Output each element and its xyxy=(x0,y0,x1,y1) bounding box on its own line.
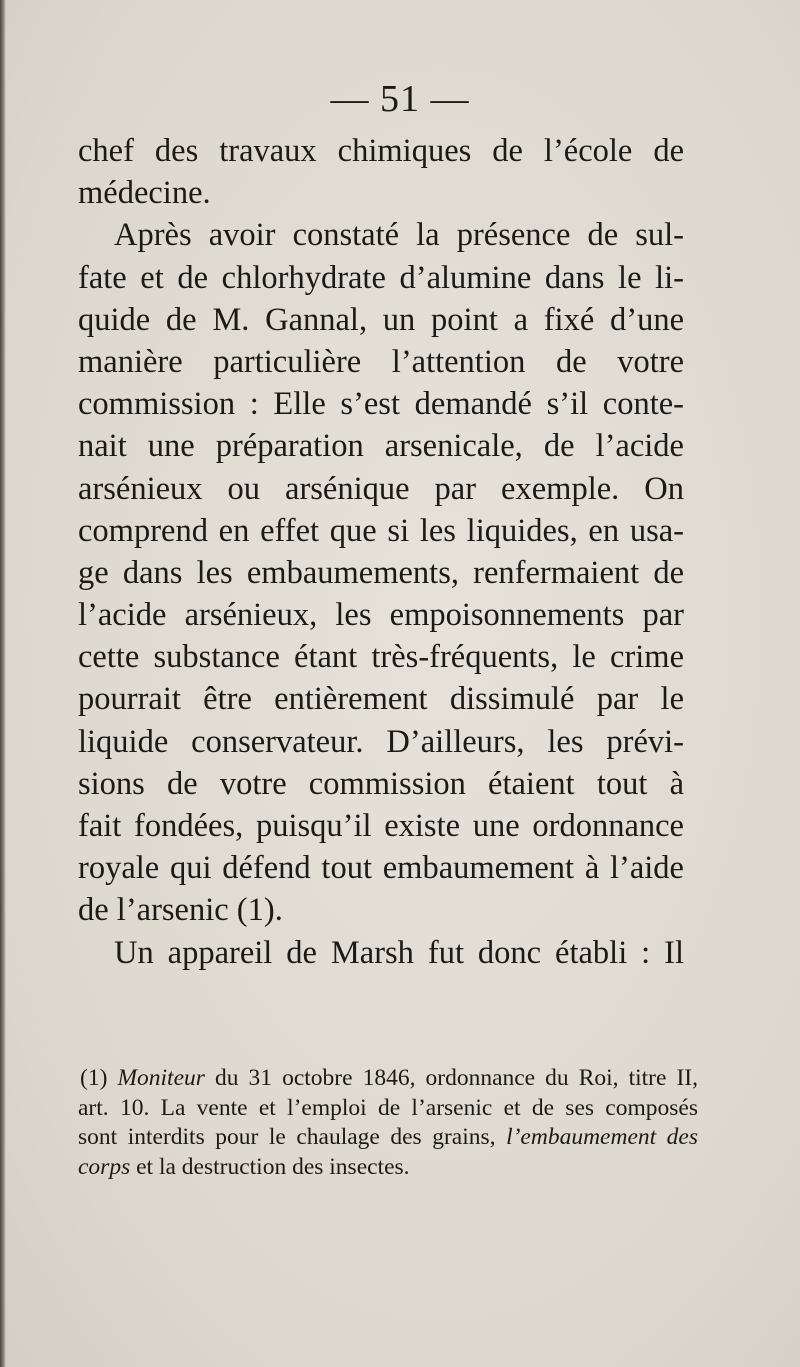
footnote-text: sont interdits pour le chaulage des grains, xyxy=(78,1124,507,1151)
text-line: chef des travaux chimiques de l’école de xyxy=(78,133,684,169)
text-line: fait fondées, puisqu’il existe une ordonnance xyxy=(78,808,684,844)
footnote-line: art. 10. La vente et l’emploi de l’arsenic et de ses composés xyxy=(78,1094,698,1121)
page-binding-edge xyxy=(0,0,6,1367)
footnote-text: et la destruction des insectes. xyxy=(130,1153,410,1180)
text-line: pourrait être entièrement dissimulé par le xyxy=(78,681,684,718)
text-line: quide de M. Gannal, un point a fixé d’une xyxy=(78,301,684,338)
text-line: manière particulière l’attention de votre xyxy=(78,343,684,380)
footnote-italic-text: l’embaumement des xyxy=(506,1124,699,1151)
text-line: cette substance étant très-fréquents, le crime xyxy=(78,639,684,676)
text-line: commission : Elle s’est demandé s’il conte- xyxy=(78,386,684,423)
footnote-text: du 31 octobre 1846, ordonnance du Roi, titre II, xyxy=(204,1065,698,1091)
text-line: arsénieux ou arsénique par exemple. On xyxy=(78,470,684,507)
footnote-italic-text: corps xyxy=(78,1153,131,1180)
text-line: liquide conservateur. D’ailleurs, les prévi- xyxy=(78,723,684,760)
text-line: fate et de chlorhydrate d’alumine dans le li- xyxy=(78,259,684,296)
page-number: — 51 — xyxy=(330,78,470,120)
text-line: sions de votre commission étaient tout à xyxy=(78,765,684,802)
footnote-marker: (1) xyxy=(80,1065,108,1091)
footnote-line xyxy=(78,1123,698,1153)
footnote-line xyxy=(78,1153,698,1183)
text-line: médecine. xyxy=(78,175,211,212)
text-line: Un appareil de Marsh fut donc établi : Il xyxy=(114,934,684,971)
text-line: nait une préparation arsenicale, de l’acide xyxy=(78,428,684,465)
footnote-source: Moniteur xyxy=(117,1065,205,1091)
text-line: l’acide arsénieux, les empoisonnements par xyxy=(78,597,684,634)
text-line: Après avoir constaté la présence de sul- xyxy=(114,217,684,254)
footnote-line xyxy=(78,1064,698,1094)
text-line: de l’arsenic (1). xyxy=(78,892,283,929)
text-line: royale qui défend tout embaumement à l’aide xyxy=(78,850,684,887)
footnote xyxy=(78,1064,698,1182)
body-text xyxy=(78,130,684,974)
text-line: comprend en effet que si les liquides, en usa- xyxy=(78,512,684,549)
text-line: ge dans les embaumements, renfermaient de xyxy=(78,554,684,591)
